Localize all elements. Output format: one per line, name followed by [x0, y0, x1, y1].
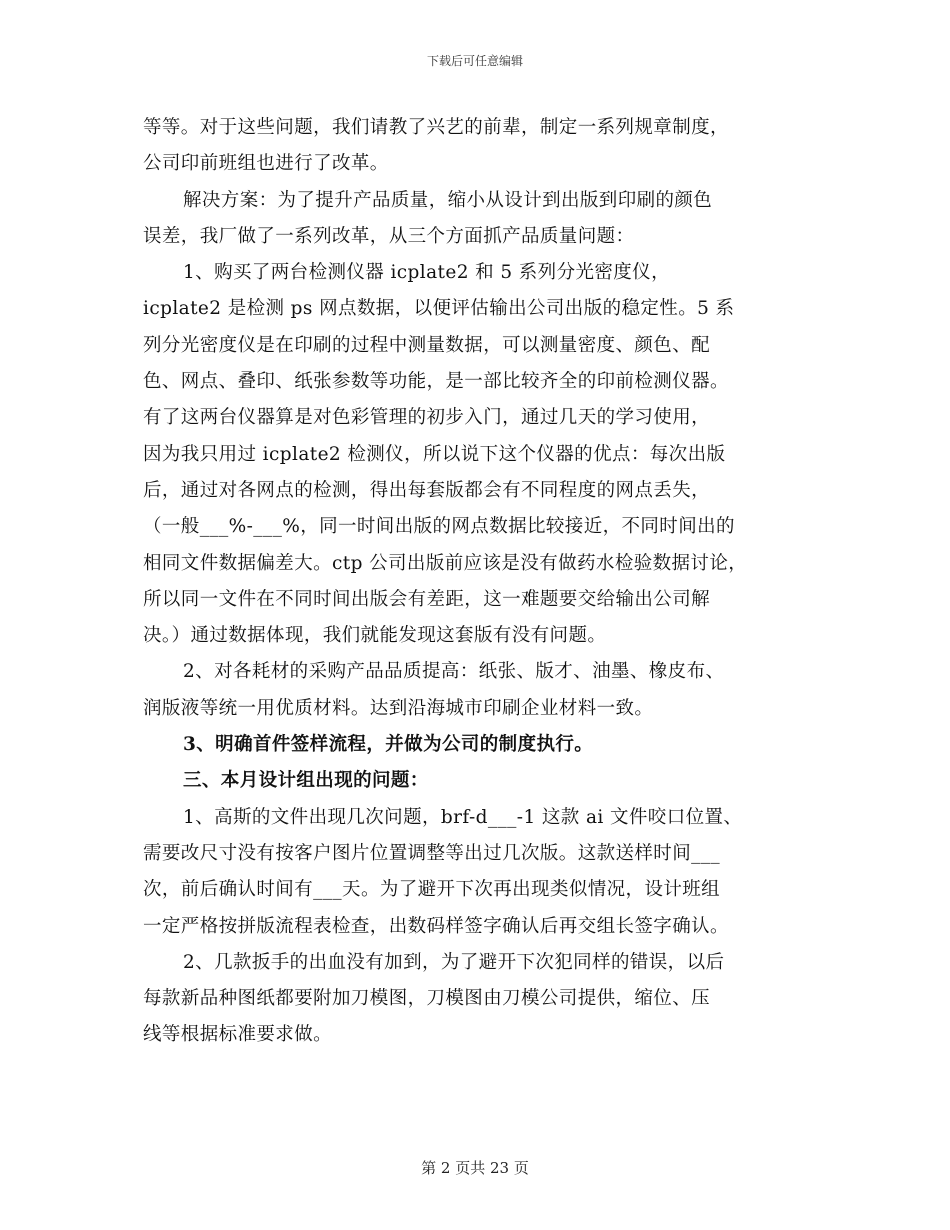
paragraph-line: （一般___%-___%，同一时间出版的网点数据比较接近，不同时间出的 [143, 516, 735, 538]
paragraph-line: 一定严格按拼版流程表检查，出数码样签字确认后再交组长签字确认。 [143, 915, 729, 937]
paragraph-line: 所以同一文件在不同时间出版会有差距，这一难题要交给输出公司解 [143, 588, 711, 610]
paragraph-line: 后，通过对各网点的检测，得出每套版都会有不同程度的网点丢失， [143, 479, 711, 501]
paragraph-line: 因为我只用过 icplate2 检测仪，所以说下这个仪器的优点：每次出版 [143, 443, 726, 465]
paragraph-line: 解决方案：为了提升产品质量，缩小从设计到出版到印刷的颜色 [183, 189, 713, 211]
paragraph-line: 需要改尺寸没有按客户图片位置调整等出过几次版。这款送样时间___ [143, 842, 721, 864]
paragraph-line: 2、几款扳手的出血没有加到，为了避开下次犯同样的错误，以后 [183, 951, 725, 973]
paragraph-line: 润版液等统一用优质材料。达到沿海城市印刷企业材料一致。 [143, 697, 654, 719]
paragraph-line: 色、网点、叠印、纸张参数等功能，是一部比较齐全的印前检测仪器。 [143, 371, 729, 393]
paragraph-line: 每款新品种图纸都要附加刀模图，刀模图由刀模公司提供，缩位、压 [143, 988, 711, 1010]
page-footer: 第 2 页共 23 页 [421, 1159, 529, 1177]
paragraph-line: 1、高斯的文件出现几次问题，brf-d___-1 这款 ai 文件咬口位置、 [183, 806, 743, 828]
paragraph-line: 误差，我厂做了一系列改革，从三个方面抓产品质量问题： [143, 225, 635, 247]
page-header: 下载后可任意编辑 [426, 54, 523, 68]
paragraph-line: 2、对各耗材的采购产品品质提高：纸张、版才、油墨、橡皮布、 [183, 661, 725, 683]
paragraph-line: 1、购买了两台检测仪器 icplate2 和 5 系列分光密度仪， [183, 262, 670, 284]
paragraph-line: 次，前后确认时间有___天。为了避开下次再出现类似情况，设计班组 [143, 879, 721, 901]
paragraph-line: 等等。对于这些问题，我们请教了兴艺的前辈，制定一系列规章制度， [143, 117, 729, 138]
paragraph-line: 列分光密度仪是在印刷的过程中测量数据，可以测量密度、颜色、配 [143, 334, 711, 356]
paragraph-line: 有了这两台仪器算是对色彩管理的初步入门，通过几天的学习使用， [143, 407, 711, 429]
bold-heading-line: 3、明确首件签样流程，并做为公司的制度执行。 [183, 734, 594, 756]
section-heading: 三、本月设计组出现的问题： [183, 770, 429, 792]
paragraph-line: 线等根据标准要求做。 [143, 1024, 333, 1046]
document-body [143, 110, 823, 1054]
paragraph-line: icplate2 是检测 ps 网点数据，以便评估输出公司出版的稳定性。5 系 [143, 298, 735, 320]
paragraph-line: 决。）通过数据体现，我们就能发现这套版有没有问题。 [143, 625, 607, 647]
paragraph-line: 公司印前班组也进行了改革。 [143, 153, 389, 175]
paragraph-line: 相同文件数据偏差大。ctp 公司出版前应该是没有做药水检验数据讨论， [143, 552, 748, 574]
